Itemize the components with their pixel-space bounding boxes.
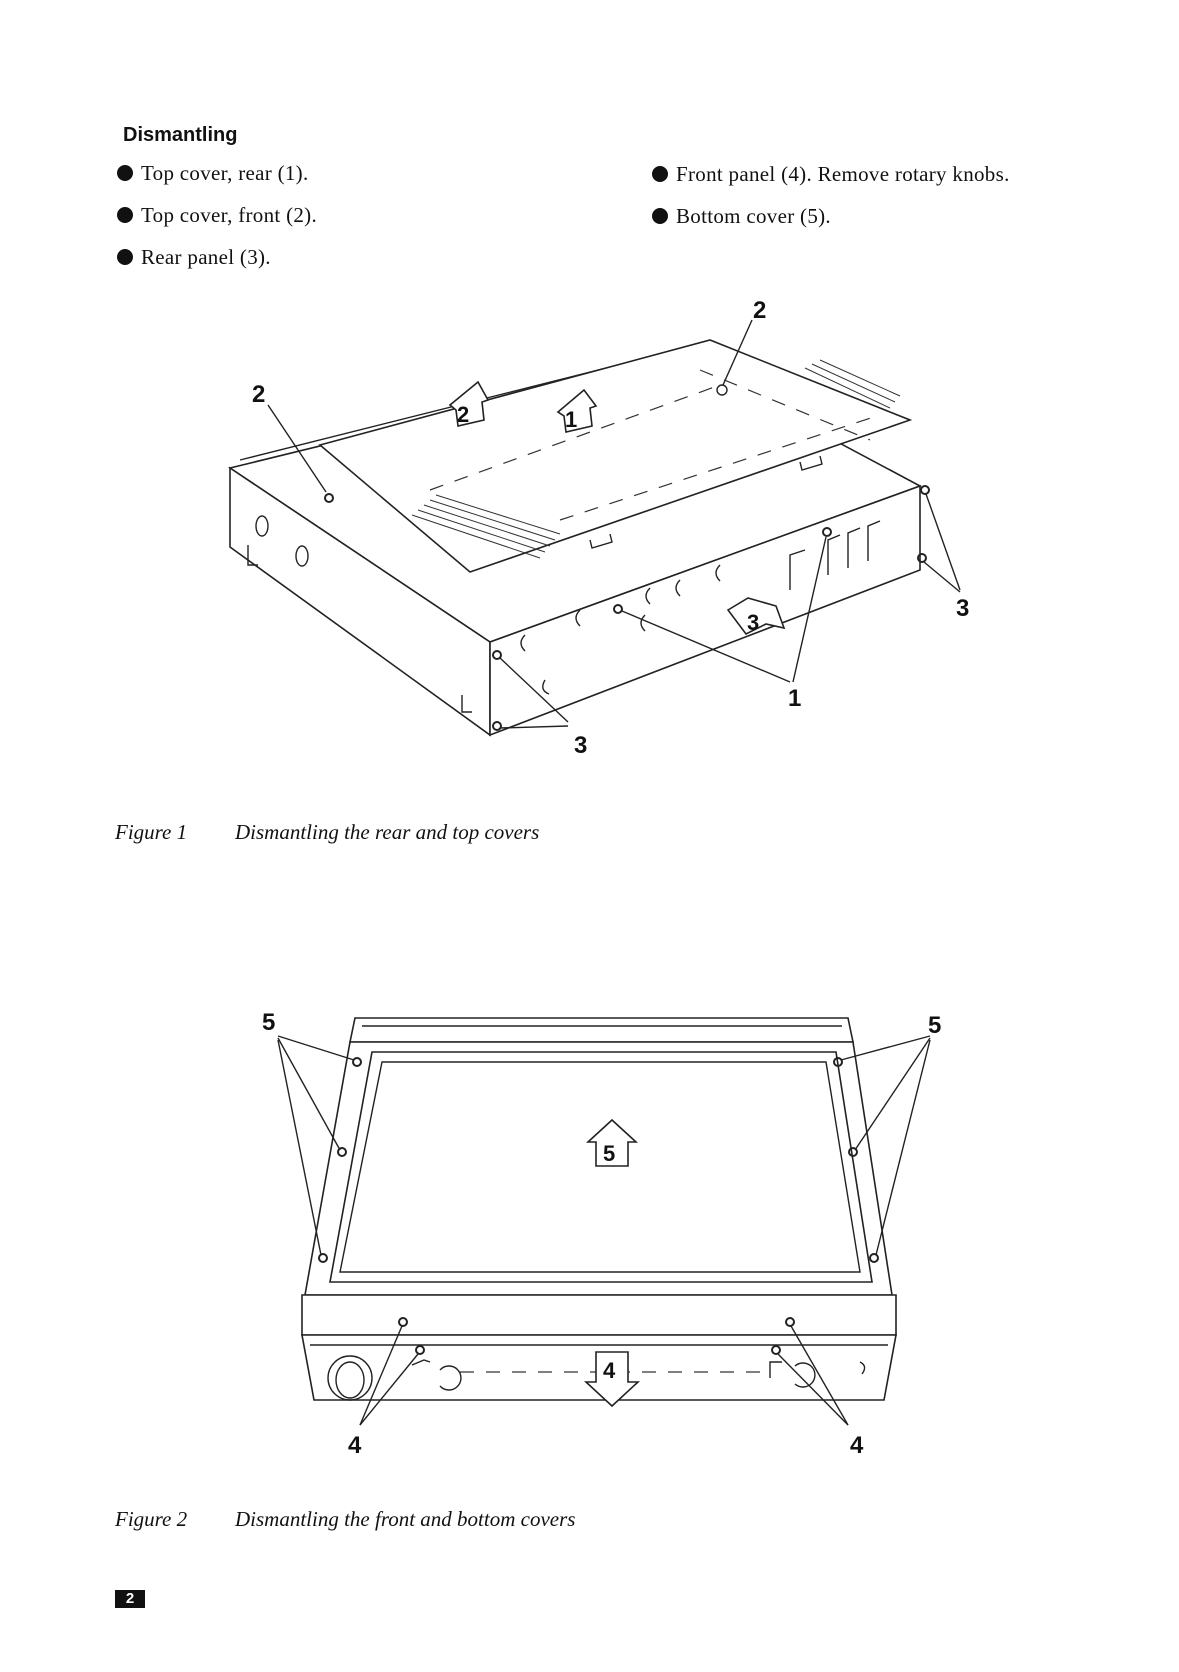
section-heading: Dismantling — [123, 124, 238, 146]
bullet-item: Top cover, front (2). — [117, 203, 317, 228]
svg-text:1: 1 — [565, 407, 578, 432]
bullet-dot-icon — [117, 249, 133, 265]
bullet-dot-icon — [117, 165, 133, 181]
callout-5-right: 5 — [928, 1012, 942, 1039]
svg-text:5: 5 — [603, 1141, 616, 1166]
svg-text:3: 3 — [747, 610, 760, 635]
figure-2-caption: Figure 2 Dismantling the front and bottom covers — [115, 1507, 576, 1531]
bullet-dot-icon — [117, 207, 133, 223]
svg-text:4: 4 — [603, 1358, 616, 1383]
figure-2-illustration — [0, 1000, 1179, 1470]
callout-4-right: 4 — [850, 1432, 864, 1459]
bullet-dot-icon — [652, 208, 668, 224]
bullet-item: Rear panel (3). — [117, 245, 271, 270]
bullet-item: Top cover, rear (1). — [117, 161, 309, 186]
bullet-dot-icon — [652, 166, 668, 182]
bullet-item: Bottom cover (5). — [652, 204, 831, 229]
callout-1: 1 — [788, 685, 802, 712]
svg-text:2: 2 — [457, 402, 470, 427]
callout-4-left: 4 — [348, 1432, 362, 1459]
callout-2-rear: 2 — [753, 297, 767, 324]
page-number: 2 — [115, 1590, 145, 1608]
callout-2-front: 2 — [252, 381, 266, 408]
bullet-item: Front panel (4). Remove rotary knobs. — [652, 162, 1010, 187]
chassis-bottom — [302, 1018, 896, 1400]
callout-3-right: 3 — [956, 595, 970, 622]
figure-1-caption: Figure 1 Dismantling the rear and top covers — [115, 820, 540, 844]
callout-3-left: 3 — [574, 732, 588, 759]
figure-1-illustration — [0, 290, 1179, 810]
callout-5-left: 5 — [262, 1009, 276, 1036]
